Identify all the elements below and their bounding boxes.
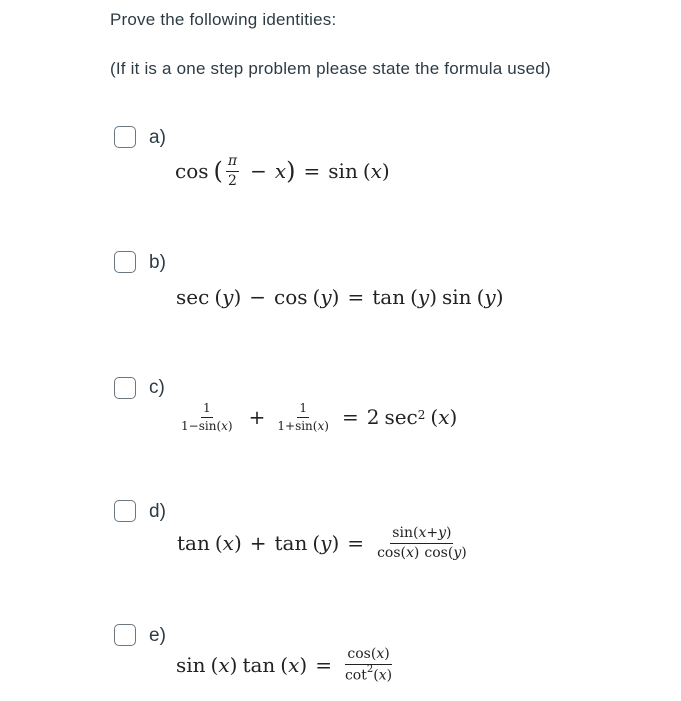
identity-a: cos ( $\frac{\pi}{2}$ − x ) = sin ( x ): [175, 152, 390, 189]
checkbox-b[interactable]: [114, 251, 136, 273]
intro-note: (If it is a one step problem please state the formula used): [110, 59, 551, 78]
checkbox-e[interactable]: [114, 624, 136, 646]
option-label-b: b): [149, 252, 166, 273]
identity-e: sin ( x ) tan ( x ) = $\frac{\cos(x)}{\cot^2(x)}$: [176, 645, 393, 684]
option-label-c: c): [149, 377, 165, 398]
option-label-d: d): [149, 501, 166, 522]
option-label-a: a): [149, 127, 166, 148]
checkbox-c[interactable]: [114, 377, 136, 399]
identity-b: sec ( y ) − cos ( y ) = tan ( y ) sin ( y ): [176, 285, 504, 309]
intro-title: Prove the following identities:: [110, 10, 337, 29]
checkbox-a[interactable]: [114, 126, 136, 148]
checkbox-d[interactable]: [114, 500, 136, 522]
identity-d: tan ( x ) + tan ( y ) = $\frac{\sin(x+y)}{\cos(x) \cos(y)}$: [177, 524, 467, 561]
identity-c: $\frac{1}{1-\sin(x)}$ + $\frac{1}{1+\sin(x)}$ = 2 sec $^2$ ( x ): [181, 400, 458, 433]
option-label-e: e): [149, 625, 166, 646]
